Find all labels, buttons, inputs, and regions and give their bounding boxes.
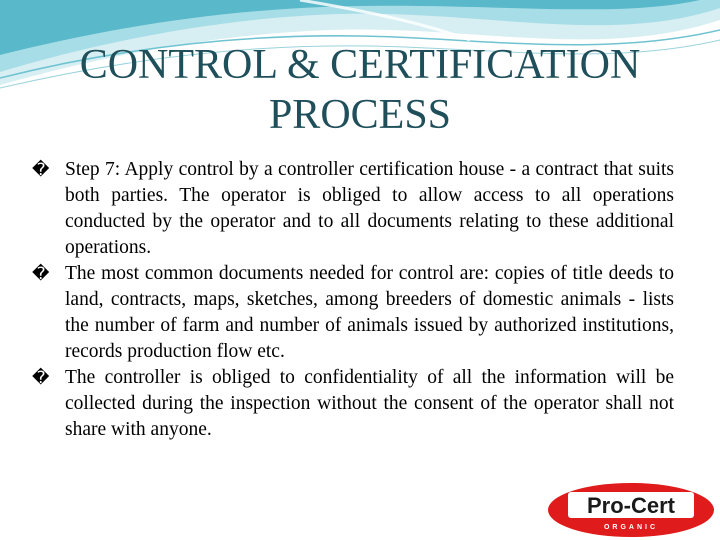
bullet-list — [32, 157, 674, 443]
slide-title-line-2: PROCESS — [268, 92, 452, 138]
bullet-marker-icon: � — [32, 160, 50, 180]
bullet-item-confidentiality — [32, 365, 674, 443]
bullet-text: Step 7: Apply control by a controller certification house - a contract that suits both parties. The operator is obliged to allow access to all operations conducted by the operator and to all documents relating to these additional operations. — [65, 159, 674, 258]
slide-title — [0, 40, 720, 140]
slide-title-line-1: CONTROL & CERTIFICATION — [79, 42, 641, 88]
bullet-text: The most common documents needed for control are: copies of title deeds to land, contracts, maps, sketches, among breeders of domestic animals - lists the number of farm and number of animals issued by authorized institutions, records production flow etc. — [65, 263, 674, 362]
bullet-item-step7 — [32, 157, 674, 261]
bullet-marker-icon: � — [32, 264, 50, 284]
bullet-marker-icon: � — [32, 368, 50, 388]
logo-name: Pro-Cert — [586, 493, 676, 518]
bullet-item-documents — [32, 261, 674, 365]
pro-cert-logo — [546, 480, 716, 538]
bullet-text: The controller is obliged to confidentiality of all the information will be collected during the inspection without the consent of the operator shall not share with anyone. — [65, 367, 674, 440]
logo-tagline: ORGANIC — [603, 524, 659, 531]
